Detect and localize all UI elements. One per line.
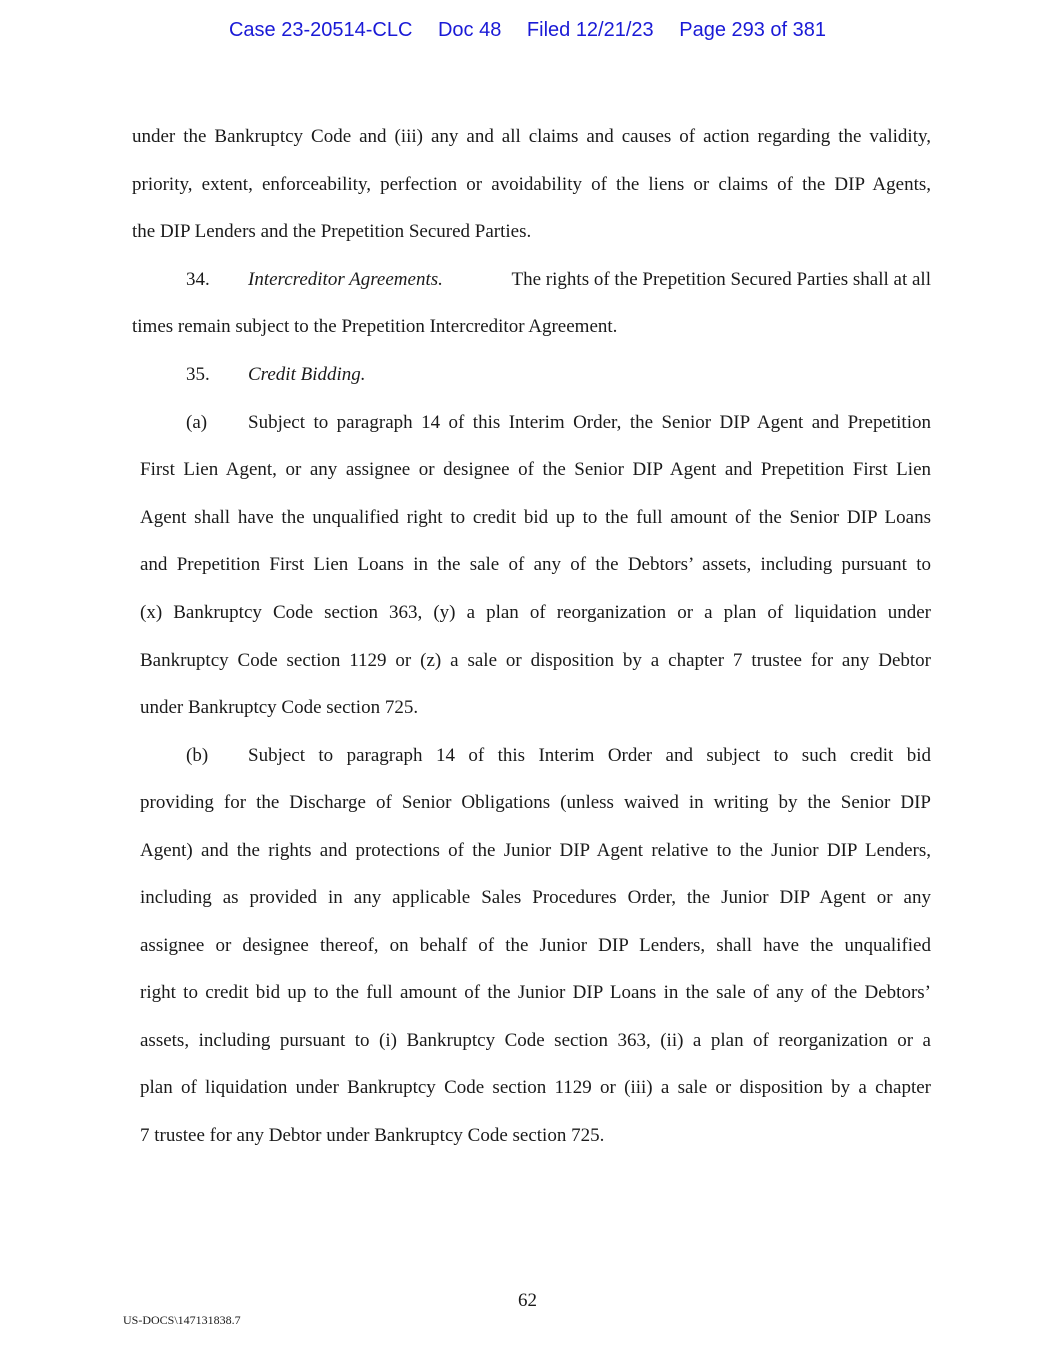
body-line: assignee or designee thereof, on behalf of the Junior DIP Lenders, shall have the unqualified [140, 935, 931, 956]
body-line: under the Bankruptcy Code and (iii) any and all claims and causes of action regarding the validity, [132, 126, 931, 147]
body-line: including as provided in any applicable Sales Procedures Order, the Junior DIP Agent or any [140, 887, 931, 908]
body-line: Agent shall have the unqualified right to credit bid up to the full amount of the Senior DIP Loans [140, 507, 931, 528]
section-34-line [248, 268, 931, 292]
section-35-title-text: Credit Bidding. [248, 364, 366, 385]
body-line: providing for the Discharge of Senior Obligations (unless waived in writing by the Senior DIP [140, 792, 931, 813]
body-line: Subject to paragraph 14 of this Interim Order and subject to such credit bid [248, 745, 931, 766]
section-35-number: 35. [186, 364, 210, 385]
filed-date: Filed 12/21/23 [526, 19, 654, 41]
body-line: 7 trustee for any Debtor under Bankruptcy Code section 725. [140, 1125, 605, 1146]
document-id: US-DOCS\147131838.7 [123, 1313, 241, 1327]
case-header [0, 19, 1055, 42]
page-number: 62 [518, 1290, 537, 1311]
section-35-title [248, 363, 366, 387]
page-count: Page 293 of 381 [679, 19, 827, 41]
body-line: Bankruptcy Code section 1129 or (z) a sale or disposition by a chapter 7 trustee for any Debtor [140, 650, 931, 671]
body-line: (x) Bankruptcy Code section 363, (y) a plan of reorganization or a plan of liquidation under [140, 602, 931, 623]
body-line: Agent) and the rights and protections of the Junior DIP Agent relative to the Junior DIP Lenders, [140, 840, 931, 861]
subsection-a-label: (a) [186, 412, 208, 433]
body-line: plan of liquidation under Bankruptcy Code section 1129 or (iii) a sale or disposition by a chapter [140, 1077, 931, 1098]
case-number: Case 23-20514-CLC [228, 19, 413, 41]
section-34-title: Intercreditor Agreements. [248, 269, 443, 290]
body-line: right to credit bid up to the full amount of the Junior DIP Loans in the sale of any of the Debtors’ [140, 982, 931, 1003]
section-34-text: The rights of the Prepetition Secured Parties shall at all [511, 269, 931, 290]
doc-number: Doc 48 [437, 19, 502, 41]
body-line: Subject to paragraph 14 of this Interim Order, the Senior DIP Agent and Prepetition [248, 412, 931, 433]
body-line: First Lien Agent, or any assignee or designee of the Senior DIP Agent and Prepetition First Lien [140, 459, 931, 480]
body-line: the DIP Lenders and the Prepetition Secured Parties. [132, 221, 532, 242]
body-line: under Bankruptcy Code section 725. [140, 697, 419, 718]
body-line: and Prepetition First Lien Loans in the sale of any of the Debtors’ assets, including pursuant to [140, 554, 931, 575]
body-line: priority, extent, enforceability, perfection or avoidability of the liens or claims of the DIP Agents, [132, 174, 931, 195]
section-34-number: 34. [186, 269, 210, 290]
body-line: assets, including pursuant to (i) Bankruptcy Code section 363, (ii) a plan of reorganization or a [140, 1030, 931, 1051]
body-line: times remain subject to the Prepetition Intercreditor Agreement. [132, 316, 618, 337]
subsection-b-label: (b) [186, 745, 209, 766]
